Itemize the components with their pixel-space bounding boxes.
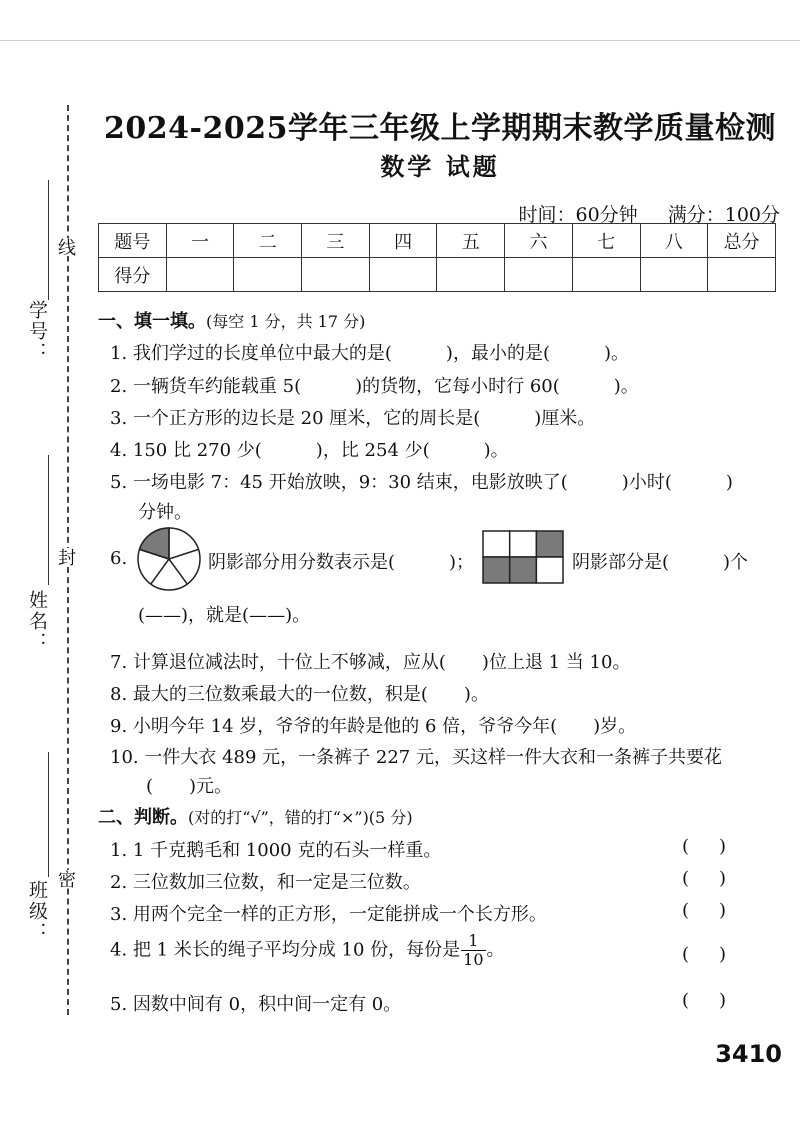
top-rule: [0, 40, 800, 41]
s2-answer-paren-5[interactable]: (): [681, 990, 756, 1011]
exam-time: 时间：60分钟: [518, 204, 638, 226]
section1-heading: [98, 307, 365, 333]
fraction-one-tenth: [461, 932, 485, 969]
section1-note: (每空 1 分，共 17 分): [206, 312, 366, 331]
s2-answer-paren-4[interactable]: (): [681, 944, 756, 965]
shaded-grid-figure: [482, 530, 564, 584]
s2-question-4-text: 4. 把 1 米长的绳子平均分成 10 份，每份是: [110, 939, 461, 961]
score-cell: 一: [166, 224, 234, 258]
seal-word-seal: 封: [55, 548, 76, 566]
score-blank-cell[interactable]: [369, 258, 437, 292]
score-blank-cell[interactable]: [437, 258, 505, 292]
s2-answer-paren-2[interactable]: (): [681, 868, 756, 889]
score-row-label: 得分: [99, 258, 167, 292]
s1-question-6-cont: (——)，就是(——)。: [138, 605, 311, 626]
s1-question-2: 2. 一辆货车约能载重 5( )的货物，它每小时行 60( )。: [110, 376, 639, 397]
fraction-numerator: 1: [461, 932, 485, 951]
score-blank-cell[interactable]: [166, 258, 234, 292]
s1-question-10: 10. 一件大衣 489 元，一条裤子 227 元，买这样一件大衣和一条裤子共要花: [110, 747, 722, 768]
s1-question-6-part2: 阴影部分是( )个: [572, 552, 749, 573]
s1-question-7: 7. 计算退位减法时，十位上不够减，应从( )位上退 1 当 10。: [110, 652, 631, 673]
s1-question-6-part1: 阴影部分用分数表示是( )；: [208, 552, 475, 573]
class-line: [48, 752, 49, 877]
student-id-label: 学号：: [26, 300, 48, 363]
s2-question-2: 2. 三位数加三位数，和一定是三位数。: [110, 872, 421, 893]
s2-question-1: 1. 1 千克鹅毛和 1000 克的石头一样重。: [110, 840, 442, 861]
s1-question-3: 3. 一个正方形的边长是 20 厘米，它的周长是( )厘米。: [110, 408, 596, 429]
s2-question-3: 3. 用两个完全一样的正方形，一定能拼成一个长方形。: [110, 904, 547, 925]
score-cell: 六: [505, 224, 573, 258]
s1-question-8: 8. 最大的三位数乘最大的一位数，积是( )。: [110, 684, 489, 705]
s1-question-6-number: 6.: [110, 548, 128, 569]
grid-cell: [483, 531, 510, 557]
score-blank-cell[interactable]: [302, 258, 370, 292]
score-table-header-row: [99, 224, 776, 258]
score-blank-cell[interactable]: [572, 258, 640, 292]
section2-note: (对的打“√”，错的打“×”)(5 分): [188, 808, 413, 827]
seal-word-secret: 密: [55, 870, 76, 888]
score-blank-cell[interactable]: [640, 258, 708, 292]
s2-question-4-tail: 。: [486, 939, 505, 961]
grid-cell: [536, 557, 563, 583]
score-cell: 题号: [99, 224, 167, 258]
score-blank-cell[interactable]: [234, 258, 302, 292]
grid-cell-shaded: [510, 557, 537, 583]
s2-question-5: 5. 因数中间有 0，积中间一定有 0。: [110, 994, 402, 1015]
grid-cell-shaded: [536, 531, 563, 557]
s1-question-9: 9. 小明今年 14 岁，爷爷的年龄是他的 6 倍，爷爷今年( )岁。: [110, 716, 637, 737]
s1-question-5-cont: 分钟。: [138, 502, 192, 523]
student-id-line: [48, 180, 49, 300]
score-blank-cell[interactable]: [708, 258, 776, 292]
grid-cell-shaded: [483, 557, 510, 583]
section2-title: 二、判断。: [98, 807, 188, 828]
score-cell: 总分: [708, 224, 776, 258]
s1-question-4: 4. 150 比 270 少( )，比 254 少( )。: [110, 440, 509, 461]
score-table-score-row: [99, 258, 776, 292]
s1-question-5: 5. 一场电影 7：45 开始放映，9：30 结束，电影放映了( )小时( ): [110, 472, 733, 493]
section1-title: 一、填一填。: [98, 311, 206, 332]
grid-cell: [510, 531, 537, 557]
exam-full-score: 满分：100分: [667, 204, 780, 226]
s1-question-10-cont: ( )元。: [146, 776, 233, 797]
score-cell: 四: [369, 224, 437, 258]
class-label: 班级：: [26, 880, 48, 943]
section2-heading: [98, 803, 413, 829]
score-cell: 八: [640, 224, 708, 258]
score-cell: 五: [437, 224, 505, 258]
score-cell: 三: [302, 224, 370, 258]
page-code: 3410: [715, 1040, 782, 1068]
name-line: [48, 455, 49, 585]
score-cell: 二: [234, 224, 302, 258]
s1-question-1: 1. 我们学过的长度单位中最大的是( )，最小的是( )。: [110, 343, 629, 364]
score-cell: 七: [572, 224, 640, 258]
shaded-circle-figure: [136, 526, 202, 592]
s2-answer-paren-3[interactable]: (): [681, 900, 756, 921]
exam-title: 2024-2025学年三年级上学期期末教学质量检测: [104, 111, 776, 146]
fraction-denominator: 10: [463, 950, 484, 969]
s2-answer-paren-1[interactable]: (): [681, 836, 756, 857]
score-blank-cell[interactable]: [505, 258, 573, 292]
name-label: 姓名：: [26, 590, 48, 653]
exam-subtitle: 数学 试题: [380, 152, 500, 181]
s2-question-4: [110, 932, 505, 969]
score-table: [98, 223, 776, 292]
seal-word-line: 线: [55, 238, 76, 256]
